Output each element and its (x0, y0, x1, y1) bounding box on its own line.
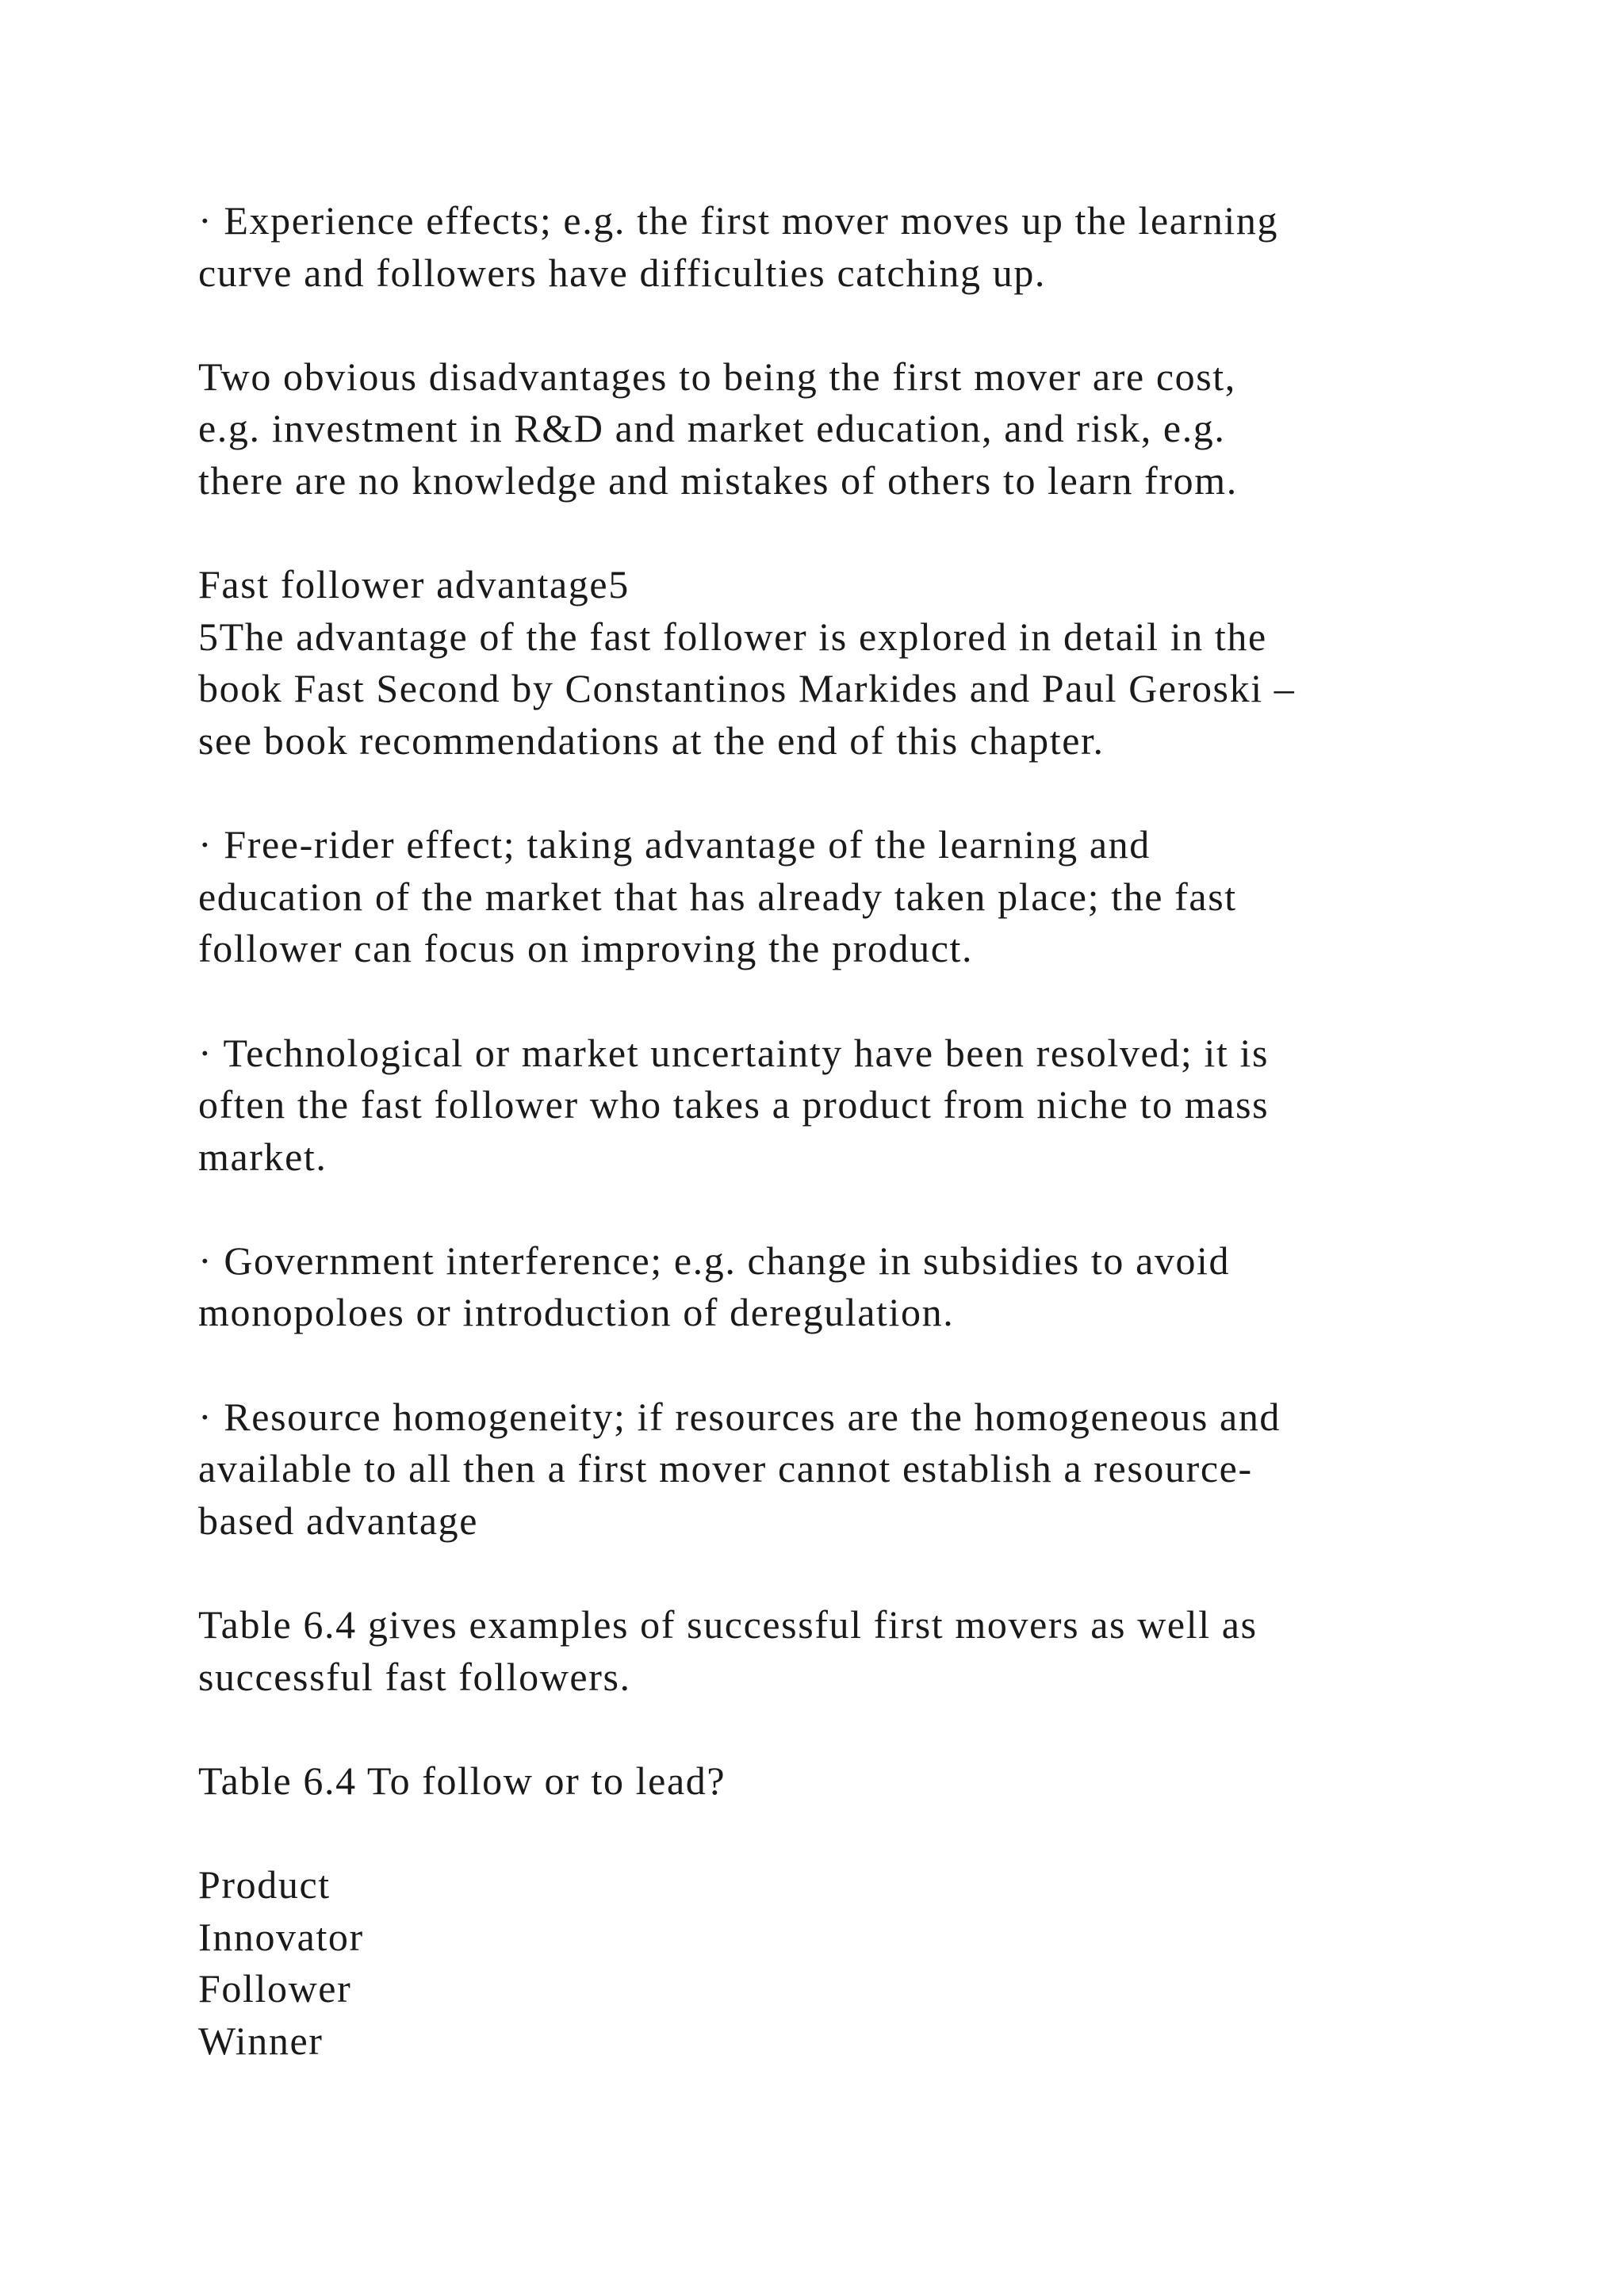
table-caption (198, 1755, 1483, 1808)
text-line: often the fast follower who takes a product from niche to mass (198, 1082, 1270, 1127)
paragraph-spacer (198, 299, 1483, 351)
paragraph-spacer (198, 1339, 1483, 1391)
footnote-text: 5The advantage of the fast follower is explored in detail in the (198, 614, 1267, 659)
bullet-free-rider-effect (198, 819, 1483, 975)
paragraph-spacer (198, 507, 1483, 560)
table-header-winner: Winner (198, 2018, 324, 2063)
footnote-text: see book recommendations at the end of this chapter. (198, 718, 1105, 763)
paragraph-spacer (198, 767, 1483, 820)
text-line: follower can focus on improving the product. (198, 926, 974, 971)
text-line: market. (198, 1134, 327, 1179)
text-line: curve and followers have difficulties catching up. (198, 250, 1047, 295)
table-headers (198, 1859, 1483, 2067)
section-heading: Fast follower advantage5 (198, 562, 630, 607)
bullet-government-interference (198, 1235, 1483, 1339)
table-header-follower: Follower (198, 1966, 352, 2011)
text-line: successful fast followers. (198, 1654, 631, 1699)
text-line: education of the market that has already taken place; the fast (198, 874, 1237, 919)
table-header-innovator: Innovator (198, 1914, 364, 1959)
paragraph-spacer (198, 1703, 1483, 1755)
paragraph-spacer (198, 1183, 1483, 1235)
section-fast-follower-advantage (198, 559, 1483, 767)
text-line: Two obvious disadvantages to being the first mover are cost, (198, 354, 1236, 399)
bullet-experience-effects (198, 195, 1483, 299)
text-line: there are no knowledge and mistakes of others to learn from. (198, 457, 1238, 503)
table-caption-text: Table 6.4 To follow or to lead? (198, 1758, 726, 1803)
text-line: available to all then a first mover cannot establish a resource- (198, 1446, 1253, 1491)
table-header-product: Product (198, 1862, 331, 1907)
document-body (198, 195, 1483, 2067)
footnote-text: book Fast Second by Constantinos Markides and Paul Geroski – (198, 666, 1296, 711)
text-line: · Resource homogeneity; if resources are the homogeneous and (198, 1394, 1281, 1439)
paragraph-table-intro (198, 1599, 1483, 1703)
paragraph-first-mover-disadvantages (198, 351, 1483, 507)
text-line: · Government interference; e.g. change in subsidies to avoid (198, 1238, 1231, 1283)
bullet-uncertainty-resolved (198, 1027, 1483, 1184)
paragraph-spacer (198, 1547, 1483, 1599)
text-line: · Technological or market uncertainty have been resolved; it is (198, 1030, 1270, 1075)
bullet-resource-homogeneity (198, 1391, 1483, 1548)
text-line: monopoloes or introduction of deregulation. (198, 1290, 955, 1335)
text-line: Table 6.4 gives examples of successful first movers as well as (198, 1602, 1258, 1647)
text-line: based advantage (198, 1498, 479, 1543)
paragraph-spacer (198, 1807, 1483, 1859)
text-line: e.g. investment in R&D and market education, and risk, e.g. (198, 406, 1226, 451)
text-line: · Experience effects; e.g. the first mover moves up the learning (198, 198, 1279, 243)
paragraph-spacer (198, 975, 1483, 1027)
text-line: · Free-rider effect; taking advantage of the learning and (198, 822, 1151, 867)
